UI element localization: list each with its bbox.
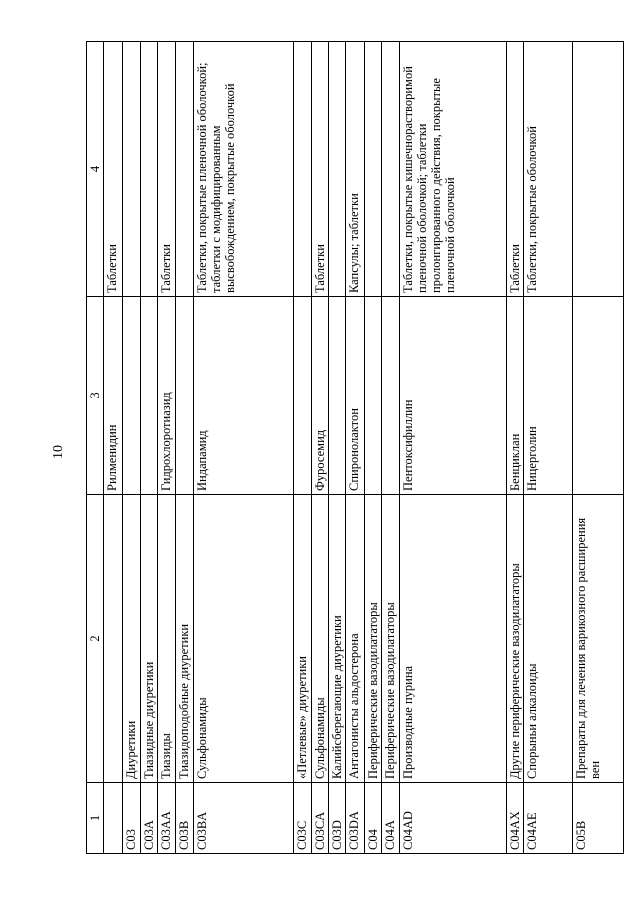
- column-header-code: 1: [87, 783, 104, 854]
- table-cell-form: [294, 42, 312, 297]
- table-cell-drug: Гидрохлоротиазид: [158, 297, 176, 495]
- table-row: [329, 42, 346, 854]
- table-cell-group: Производные пурина: [400, 495, 507, 783]
- table-cell-group: Диуретики: [123, 495, 141, 783]
- table-cell-form: [382, 42, 400, 297]
- table-cell-group: Сульфонамиды: [194, 495, 294, 783]
- column-header-drug: 3: [87, 297, 104, 495]
- page-number: 10: [51, 445, 66, 459]
- table-row: [382, 42, 400, 854]
- table-cell-group: «Петлевые» диуретики: [294, 495, 312, 783]
- table-body: [104, 42, 624, 854]
- rotated-table-sheet: [86, 42, 602, 854]
- table-row: [158, 42, 176, 854]
- table-cell-group: Тиазиды: [158, 495, 176, 783]
- table-cell-code: [104, 783, 123, 854]
- table-row: [141, 42, 158, 854]
- table-cell-drug: [365, 297, 382, 495]
- table-row: [573, 42, 624, 854]
- table-row: [346, 42, 365, 854]
- table-cell-group: Периферические вазодилататоры: [382, 495, 400, 783]
- table-cell-group: [104, 495, 123, 783]
- table-row: [194, 42, 294, 854]
- table-cell-form: Таблетки: [312, 42, 329, 297]
- table-row: [312, 42, 329, 854]
- table-cell-drug: [123, 297, 141, 495]
- table-cell-form: [573, 42, 624, 297]
- table-cell-form: [176, 42, 194, 297]
- table-cell-code: C04A: [382, 783, 400, 854]
- table-row: [123, 42, 141, 854]
- table-row: [294, 42, 312, 854]
- table-cell-form: Таблетки: [104, 42, 123, 297]
- table-cell-group: Калийсберегающие диуретики: [329, 495, 346, 783]
- table-row: [400, 42, 507, 854]
- table-cell-drug: Индапамид: [194, 297, 294, 495]
- table-cell-group: Тиазидные диуретики: [141, 495, 158, 783]
- table-row: [365, 42, 382, 854]
- table-cell-form: Таблетки, покрытые оболочкой: [524, 42, 573, 297]
- table-cell-form: Капсулы; таблетки: [346, 42, 365, 297]
- table-cell-form: Таблетки: [507, 42, 524, 297]
- table-cell-form: [365, 42, 382, 297]
- table-cell-code: C04AD: [400, 783, 507, 854]
- column-header-group: 2: [87, 495, 104, 783]
- table-cell-code: C03A: [141, 783, 158, 854]
- table-cell-drug: [382, 297, 400, 495]
- table-cell-drug: Фуросемид: [312, 297, 329, 495]
- table-cell-drug: [176, 297, 194, 495]
- table-cell-drug: [329, 297, 346, 495]
- table-cell-form: Таблетки, покрытые пленочной оболочкой; таблетки с модифицированным высвобождением, покрытые оболочкой: [194, 42, 294, 297]
- table-cell-form: Таблетки: [158, 42, 176, 297]
- table-cell-code: C04AE: [524, 783, 573, 854]
- table-cell-group: Спорыньи алкалоиды: [524, 495, 573, 783]
- table-cell-code: C03DA: [346, 783, 365, 854]
- table-cell-group: Другие периферические вазодилататоры: [507, 495, 524, 783]
- table-cell-drug: Рилменидин: [104, 297, 123, 495]
- table-cell-form: [141, 42, 158, 297]
- table-cell-form: Таблетки, покрытые кишечнорастворимой пленочной оболочкой; таблетки пролонгированного действия, покрытые пленочной оболочкой: [400, 42, 507, 297]
- table-cell-form: [123, 42, 141, 297]
- table-cell-code: C05B: [573, 783, 624, 854]
- table-cell-form: [329, 42, 346, 297]
- table-cell-group: Антагонисты альдостерона: [346, 495, 365, 783]
- table-cell-code: C03C: [294, 783, 312, 854]
- table-cell-code: C03: [123, 783, 141, 854]
- table-cell-drug: Бенциклан: [507, 297, 524, 495]
- column-header-form: 4: [87, 42, 104, 297]
- table-cell-drug: Спиронолактон: [346, 297, 365, 495]
- table-cell-group: Препараты для лечения варикозного расширения вен: [573, 495, 624, 783]
- rotation-wrapper: [86, 42, 602, 854]
- table-cell-code: C03CA: [312, 783, 329, 854]
- table-cell-code: C04AX: [507, 783, 524, 854]
- table-header-row: [87, 42, 104, 854]
- table-cell-drug: Ницерголин: [524, 297, 573, 495]
- table-row: [524, 42, 573, 854]
- table-cell-group: Тиазидоподобные диуретики: [176, 495, 194, 783]
- table-row: [176, 42, 194, 854]
- table-cell-group: Сульфонамиды: [312, 495, 329, 783]
- table-cell-code: C03D: [329, 783, 346, 854]
- drug-table: [86, 41, 624, 854]
- table-cell-code: C03B: [176, 783, 194, 854]
- table-cell-code: C04: [365, 783, 382, 854]
- table-cell-drug: [141, 297, 158, 495]
- table-cell-group: Периферические вазодилататоры: [365, 495, 382, 783]
- table-cell-drug: [573, 297, 624, 495]
- table-cell-code: C03BA: [194, 783, 294, 854]
- table-cell-drug: [294, 297, 312, 495]
- table-cell-code: C03AA: [158, 783, 176, 854]
- table-row: [507, 42, 524, 854]
- table-cell-drug: Пентоксифиллин: [400, 297, 507, 495]
- table-row: [104, 42, 123, 854]
